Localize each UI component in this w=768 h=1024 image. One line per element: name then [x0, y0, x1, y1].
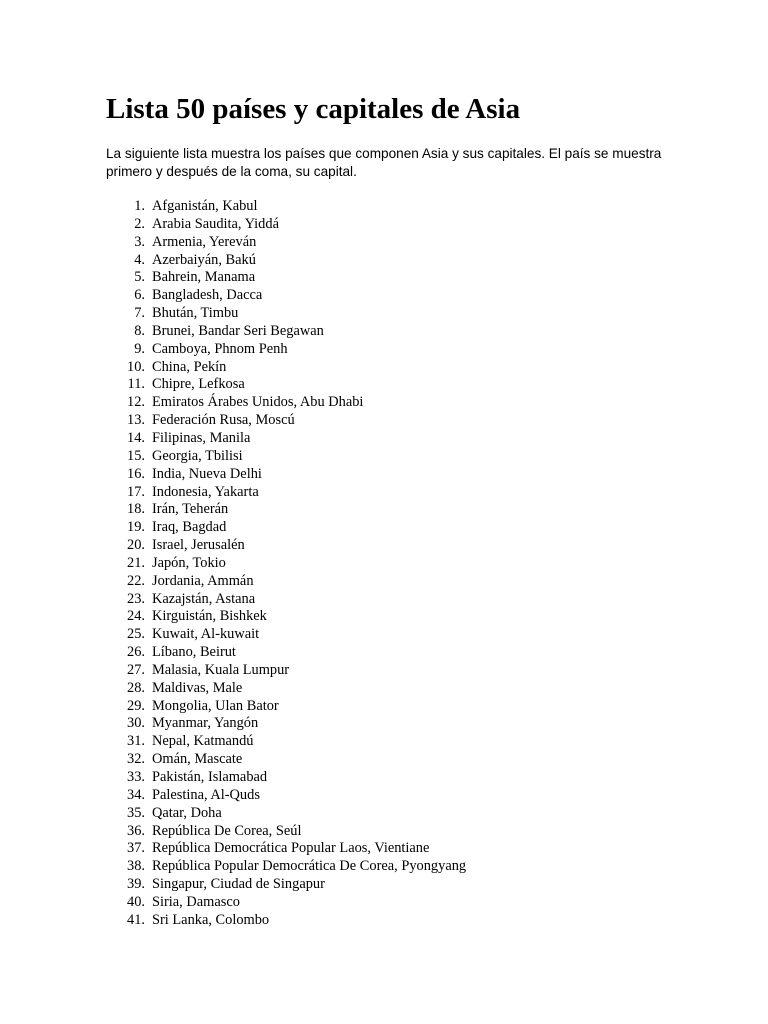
list-item — [106, 234, 466, 252]
list-item — [106, 573, 466, 591]
list-item-number: 2. — [134, 215, 145, 232]
list-item-text: Arabia Saudita, Yiddá — [152, 215, 279, 232]
page-title: Lista 50 países y capitales de Asia — [106, 93, 521, 125]
list-item — [106, 252, 466, 270]
list-item — [106, 823, 466, 841]
list-item — [106, 466, 466, 484]
list-item — [106, 769, 466, 787]
list-item — [106, 662, 466, 680]
list-item-number: 17. — [127, 483, 145, 500]
list-item-number: 36. — [127, 822, 145, 839]
list-item-number: 23. — [127, 590, 145, 607]
list-item — [106, 626, 466, 644]
list-item-number: 39. — [127, 876, 145, 893]
list-item — [106, 305, 466, 323]
list-item-text: Bahrein, Manama — [152, 269, 256, 286]
list-item-number: 33. — [127, 769, 145, 785]
list-item-number: 24. — [127, 608, 145, 625]
list-item — [106, 858, 466, 876]
list-item-text: República De Corea, Seúl — [152, 822, 302, 839]
list-item-number: 26. — [127, 644, 145, 661]
list-item — [106, 680, 466, 698]
list-item-text: Armenia, Yereván — [152, 233, 257, 250]
list-item-number: 8. — [134, 322, 145, 339]
list-item-text: Indonesia, Yakarta — [152, 483, 259, 500]
list-item — [106, 787, 466, 805]
list-item-text: Irán, Teherán — [152, 501, 229, 518]
list-item-text: Kazajstán, Astana — [152, 590, 256, 607]
list-item — [106, 448, 466, 466]
list-item-text: Federación Rusa, Moscú — [152, 412, 295, 429]
list-item — [106, 323, 466, 341]
list-item-text: Iraq, Bagdad — [152, 519, 227, 536]
list-item-text: Kuwait, Al-kuwait — [152, 626, 260, 643]
list-item-text: Georgia, Tbilisi — [152, 447, 243, 464]
list-item-number: 20. — [127, 537, 145, 554]
list-item-text: Filipinas, Manila — [152, 429, 251, 446]
list-item-number: 40. — [127, 893, 145, 910]
list-item-number: 11. — [127, 376, 145, 393]
list-item-number: 18. — [127, 501, 145, 518]
list-item-number: 1. — [134, 198, 145, 214]
list-item — [106, 608, 466, 626]
list-item-text: Bhután, Timbu — [152, 305, 239, 322]
list-item — [106, 698, 466, 716]
list-item — [106, 412, 466, 430]
list-item-text: Sri Lanka, Colombo — [152, 911, 270, 928]
list-item-number: 13. — [127, 412, 145, 429]
list-item-number: 4. — [134, 251, 145, 268]
list-item-number: 30. — [127, 715, 145, 732]
list-item-number: 3. — [134, 233, 145, 250]
list-item-number: 25. — [127, 626, 145, 643]
list-item — [106, 376, 466, 394]
list-item-number: 38. — [127, 858, 145, 875]
list-item — [106, 198, 466, 216]
list-item-text: Camboya, Phnom Penh — [152, 340, 288, 357]
list-item — [106, 394, 466, 412]
list-item-text: Israel, Jerusalén — [152, 537, 245, 554]
list-item-text: Singapur, Ciudad de Singapur — [152, 876, 325, 893]
list-item-number: 7. — [134, 305, 145, 322]
list-item — [106, 805, 466, 823]
list-item — [106, 216, 466, 234]
list-item-text: Mongolia, Ulan Bator — [152, 697, 279, 714]
list-item-number: 21. — [127, 554, 145, 571]
list-item-number: 34. — [127, 786, 145, 803]
list-item-text: India, Nueva Delhi — [152, 465, 262, 482]
list-item-text: Líbano, Beirut — [152, 644, 236, 661]
list-item-number: 9. — [134, 340, 145, 357]
list-item-number: 14. — [127, 429, 145, 446]
list-item-number: 35. — [127, 804, 145, 821]
list-item-number: 22. — [127, 572, 145, 589]
list-item-number: 19. — [127, 519, 145, 536]
list-item-text: Siria, Damasco — [152, 893, 240, 910]
list-item — [106, 555, 466, 573]
list-item-text: Maldivas, Male — [152, 679, 243, 696]
list-item-text: Palestina, Al-Quds — [152, 786, 260, 803]
list-item-number: 32. — [127, 751, 145, 768]
list-item — [106, 519, 466, 537]
list-item-number: 37. — [127, 840, 145, 857]
list-item — [106, 359, 466, 377]
list-item-number: 6. — [134, 287, 145, 304]
list-item — [106, 876, 466, 894]
list-item — [106, 733, 466, 751]
list-item-number: 27. — [127, 661, 145, 678]
list-item-text: Nepal, Katmandú — [152, 733, 254, 750]
list-item — [106, 430, 466, 448]
list-item — [106, 501, 466, 519]
list-item — [106, 591, 466, 609]
list-item-text: Brunei, Bandar Seri Begawan — [152, 322, 324, 339]
list-item — [106, 269, 466, 287]
list-item — [106, 537, 466, 555]
list-item-text: Pakistán, Islamabad — [152, 769, 268, 785]
list-item — [106, 644, 466, 662]
list-item — [106, 840, 466, 858]
list-item-number: 12. — [127, 394, 145, 411]
country-capital-list — [106, 198, 466, 930]
list-item-text: Myanmar, Yangón — [152, 715, 259, 732]
list-item-text: Malasia, Kuala Lumpur — [152, 661, 290, 678]
list-item-text: Azerbaiyán, Bakú — [152, 251, 256, 268]
list-item-text: Kirguistán, Bishkek — [152, 608, 267, 625]
list-item-text: Afganistán, Kabul — [152, 198, 258, 214]
list-item-text: Jordania, Ammán — [152, 572, 254, 589]
list-item-text: República Democrática Popular Laos, Vientiane — [152, 840, 430, 857]
list-item-number: 31. — [127, 733, 145, 750]
list-item — [106, 287, 466, 305]
list-item — [106, 484, 466, 502]
list-item-text: Omán, Mascate — [152, 751, 243, 768]
list-item-text: China, Pekín — [152, 358, 227, 375]
list-item-text: Bangladesh, Dacca — [152, 287, 263, 304]
list-item-text: República Popular Democrática De Corea, Pyongyang — [152, 858, 467, 875]
list-item-number: 15. — [127, 447, 145, 464]
list-item-text: Japón, Tokio — [152, 554, 226, 571]
list-item-number: 5. — [134, 269, 145, 286]
list-item — [106, 715, 466, 733]
list-item-number: 10. — [127, 358, 145, 375]
list-item-text: Chipre, Lefkosa — [152, 376, 245, 393]
list-item — [106, 894, 466, 912]
list-item-text: Qatar, Doha — [152, 804, 222, 821]
list-item — [106, 912, 466, 930]
list-item-number: 41. — [127, 911, 145, 928]
list-item-number: 28. — [127, 679, 145, 696]
list-item-text: Emiratos Árabes Unidos, Abu Dhabi — [152, 394, 364, 411]
list-item-number: 29. — [127, 697, 145, 714]
list-item-number: 16. — [127, 465, 145, 482]
intro-paragraph: La siguiente lista muestra los países que componen Asia y sus capitales. El país se muestra primero y después de la coma, su capital. — [106, 146, 662, 179]
list-item — [106, 341, 466, 359]
list-item — [106, 751, 466, 769]
